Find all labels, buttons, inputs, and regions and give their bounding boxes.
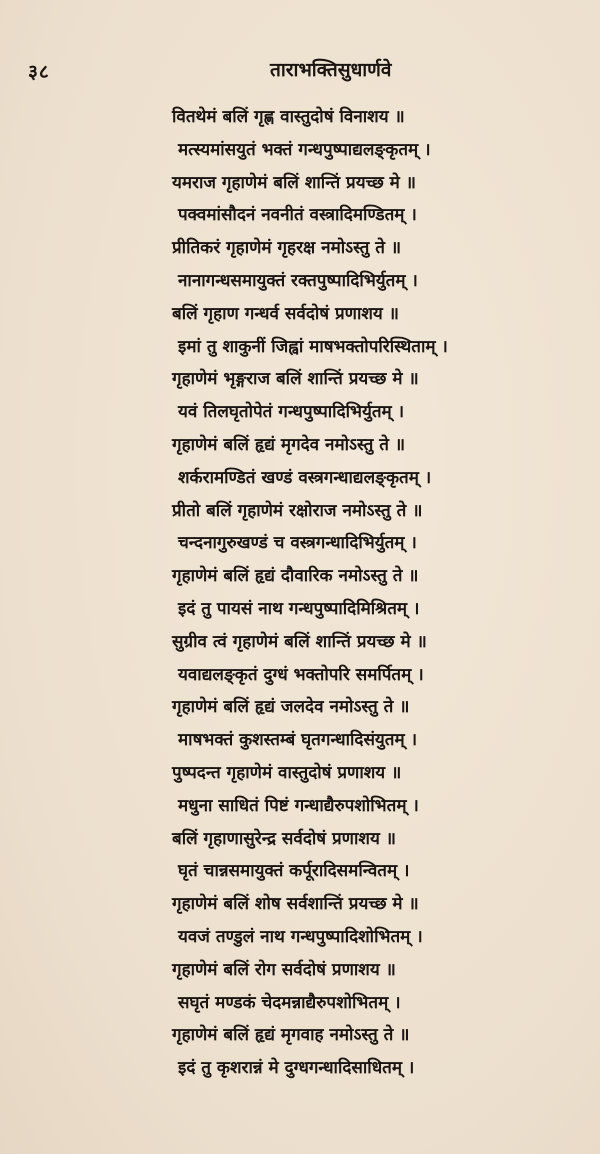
- verse-line: मधुना साधितं पिष्टं गन्धाद्यैरुपशोभितम् ।: [178, 795, 419, 816]
- verse-line: यवं तिलघृतोपेतं गन्धपुष्पादिभिर्युतम् ।: [178, 402, 405, 423]
- verse-line: सघृतं मण्डकं चेदमन्नाद्यैरुपशोभितम् ।: [178, 992, 401, 1013]
- verse-line: पक्वमांसौदनं नवनीतं वस्त्रादिमण्डितम् ।: [178, 205, 417, 226]
- verse-line: मत्स्यमांसयुतं भक्तं गन्धपुष्पाद्यलङ्कृतम् ।: [178, 139, 431, 160]
- verse-line: बलिं गृहाण गन्धर्व सर्वदोषं प्रणाशय ॥: [172, 303, 399, 324]
- verse-line: प्रीतो बलिं गृहाणेमं रक्षोराज नमोऽस्तु ते ॥: [172, 500, 423, 521]
- verse-line: सुग्रीव त्वं गृहाणेमं बलिं शान्तिं प्रयच्छ मे ॥: [172, 631, 427, 652]
- verse-line: घृतं चान्नसमायुक्तं कर्पूरादिसमन्वितम् ।: [178, 861, 410, 882]
- verse-line: गृहाणेमं बलिं शोष सर्वशान्तिं प्रयच्छ मे ॥: [172, 894, 419, 915]
- verse-line: शर्करामण्डितं खण्डं वस्त्रगन्धाद्यलङ्कृतम् ।: [178, 467, 432, 488]
- verse-line: गृहाणेमं बलिं हृद्यं दौवारिक नमोऽस्तु ते ॥: [172, 566, 419, 587]
- verse-line: प्रीतिकरं गृहाणेमं गृहरक्ष नमोऽस्तु ते ॥: [172, 238, 402, 259]
- verse-line: बलिं गृहाणासुरेन्द्र सर्वदोषं प्रणाशय ॥: [172, 828, 396, 849]
- verse-line: गृहाणेमं भृङ्गराज बलिं शान्तिं प्रयच्छ मे ॥: [172, 369, 419, 390]
- running-head: ताराभक्तिसुधार्णवे: [270, 59, 392, 81]
- verse-line: इदं तु कृशरान्नं मे दुग्धगन्धादिसाधितम् ।: [178, 1058, 415, 1079]
- verse-line: गृहाणेमं बलिं रोग सर्वदोषं प्रणाशय ॥: [172, 959, 396, 980]
- verse-line: गृहाणेमं बलिं हृद्यं मृगदेव नमोऽस्तु ते ॥: [172, 434, 405, 455]
- verse-line: यवाद्यलङ्कृतं दुग्धं भक्तोपरि समर्पितम् ।: [178, 664, 424, 685]
- verse-line: यमराज गृहाणेमं बलिं शान्तिं प्रयच्छ मे ॥: [172, 172, 416, 193]
- verse-list: [172, 101, 592, 1085]
- verse-line: नानागन्धसमायुक्तं रक्तपुष्पादिभिर्युतम् ।: [178, 270, 418, 291]
- verse-line: इमां तु शाकुनीं जिह्वां माषभक्तोपरिस्थिताम् ।: [178, 336, 448, 357]
- page-number: ३८: [28, 61, 50, 83]
- verse-line: गृहाणेमं बलिं हृद्यं जलदेव नमोऽस्तु ते ॥: [172, 697, 410, 718]
- verse-line: वितथेमं बलिं गृह्ण वास्तुदोषं विनाशय ॥: [172, 107, 405, 127]
- verse-line: यवजं तण्डुलं नाथ गन्धपुष्पादिशोभितम् ।: [178, 926, 423, 947]
- verse-line: गृहाणेमं बलिं हृद्यं मृगवाह नमोऽस्तु ते ॥: [172, 1025, 410, 1046]
- verse-line: इदं तु पायसं नाथ गन्धपुष्पादिमिश्रितम् ।: [178, 598, 420, 619]
- verse-line: चन्दनागुरुखण्डं च वस्त्रगन्धादिभिर्युतम् ।: [178, 533, 417, 554]
- verse-line: माषभक्तं कुशस्तम्बं घृतगन्धादिसंयुतम् ।: [178, 730, 418, 751]
- verse-line: पुष्पदन्त गृहाणेमं वास्तुदोषं प्रणाशय ॥: [172, 762, 402, 783]
